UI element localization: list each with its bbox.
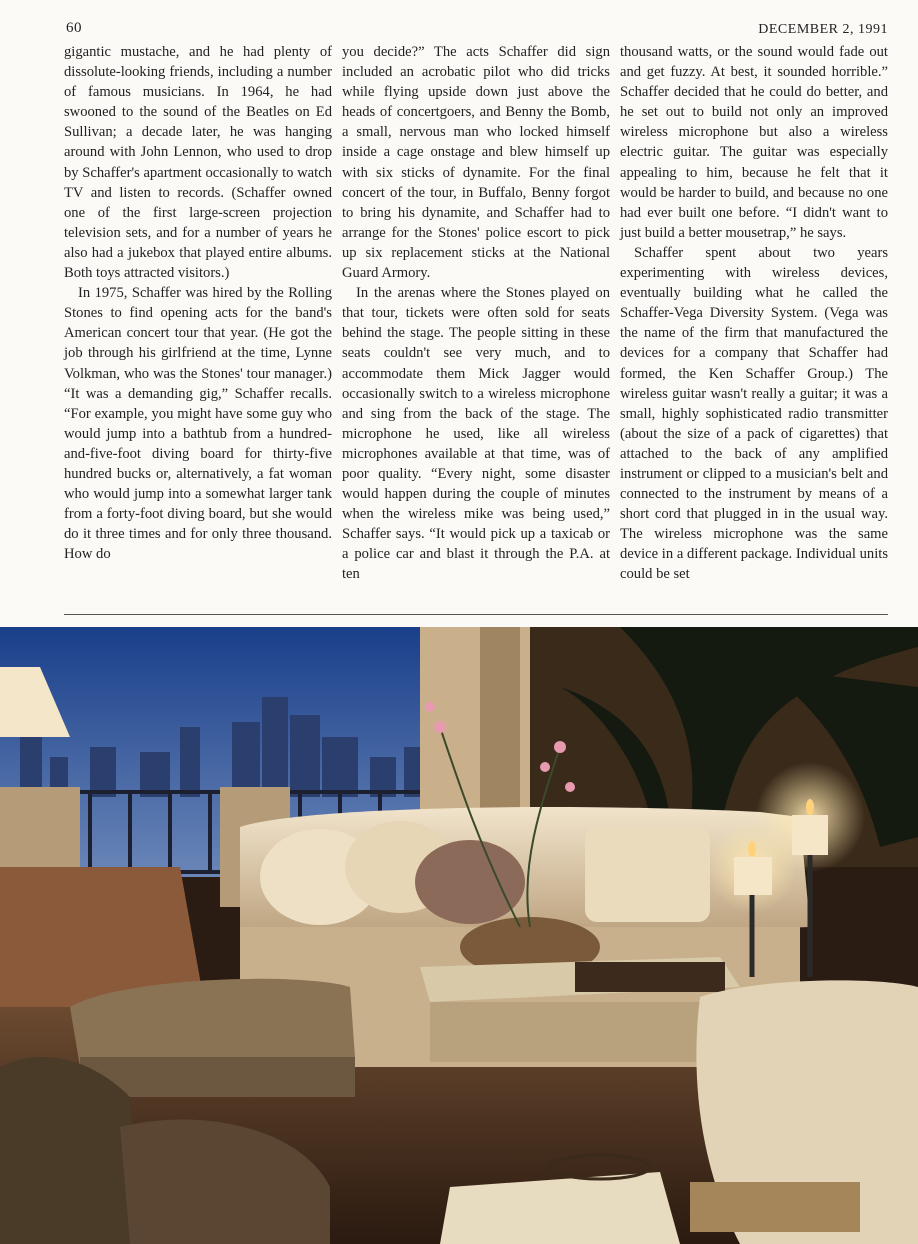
book xyxy=(690,1182,860,1232)
paragraph: In 1975, Schaffer was hired by the Rolling Stones to find opening acts for the band's American concert tour that year. (He got the job through his girlfriend at the time, Lynne Volkman, who was the Stones' tour manager.) “It was a demanding gig,” Schaffer recalls. “For example, you might have some guy who would jump into a bathtub from a hundred-and-five-foot diving board for thirty-five hundred bucks or, alternatively, a fat woman who would jump into a somewhat larger tank from a forty-foot diving board, but she would do it three times and for only three thousand. How do xyxy=(64,285,332,563)
paragraph: gigantic mustache, and he had plenty of dissolute-looking friends, including a number of famous musicians. In 1964, he had swooned to the sound of the Beatles on Ed Sullivan; a decade later, he was hanging around with John Lennon, who used to drop by Schaffer's apartment occasionally to watch TV and listen to records. (Schaffer owned one of the first large-screen projection television sets, and for a number of years he also had a jukebox that played entire albums. Both toys attracted visitors.) xyxy=(64,44,332,282)
column-3 xyxy=(620,42,888,608)
column-1 xyxy=(64,42,332,608)
living-room-photo xyxy=(0,627,918,1244)
cushion xyxy=(415,840,525,924)
candle xyxy=(792,815,828,855)
page-number: 60 xyxy=(66,20,82,36)
paragraph: you decide?” The acts Schaffer did sign included an acrobatic pilot who did tricks while flying upside down just above the heads of concertgoers, and Benny the Bomb, a small, nervous man who locked himself inside a cage onstage and blew himself up with six sticks of dynamite. For the final concert of the tour, in Buffalo, Benny forgot to bring his dynamite, and Schaffer had to arrange for the Stones' police escort to pick up six replacement sticks at the National Guard Armory. xyxy=(342,44,610,282)
photo-illustration xyxy=(0,627,918,1244)
cushion xyxy=(585,827,710,922)
column-2 xyxy=(342,42,610,608)
candle xyxy=(734,857,772,895)
divider-rule xyxy=(64,614,888,615)
issue-date: DECEMBER 2, 1991 xyxy=(758,22,888,37)
paragraph: Schaffer spent about two years experimenting with wireless devices, eventually building what he called the Schaffer-Vega Diversity System. (Vega was the name of the firm that manufactured the devices for a company that Schaffer had formed, the Ken Schaffer Group.) The wireless guitar wasn't really a guitar; it was a small, highly sophisticated radio transmitter (about the size of a pack of cigarettes) that attached to the back of any amplified instrument or clipped to a musician's belt and connected to the instrument by means of a short cord that plugged in in the usual way. The wireless microphone was the same device in a different package. Individual units could be set xyxy=(620,244,888,583)
paragraph: thousand watts, or the sound would fade out and get fuzzy. At best, it sounded horrible.” Schaffer decided that he could do better, and he set out to build not only an improved wireless microphone but also a wireless electric guitar. The guitar was especially appealing to him, because he felt that it would be harder to build, and because no one had ever built one before. “I didn't want to just build a better mousetrap,” he says. xyxy=(620,44,888,241)
article-columns xyxy=(64,42,888,608)
paragraph: In the arenas where the Stones played on that tour, tickets were often sold for seats behind the stage. The people sitting in these seats couldn't see very much, and to accommodate them Mick Jagger would occasionally switch to a wireless microphone and sing from the back of the stage. The microphone he used, like all wireless microphones available at that time, was of poor quality. “Every night, some disaster would happen during the couple of minutes when the wireless mike was being used,” Schaffer says. “It would pick up a taxicab or a police car and blast it through the P.A. at ten xyxy=(342,285,610,583)
